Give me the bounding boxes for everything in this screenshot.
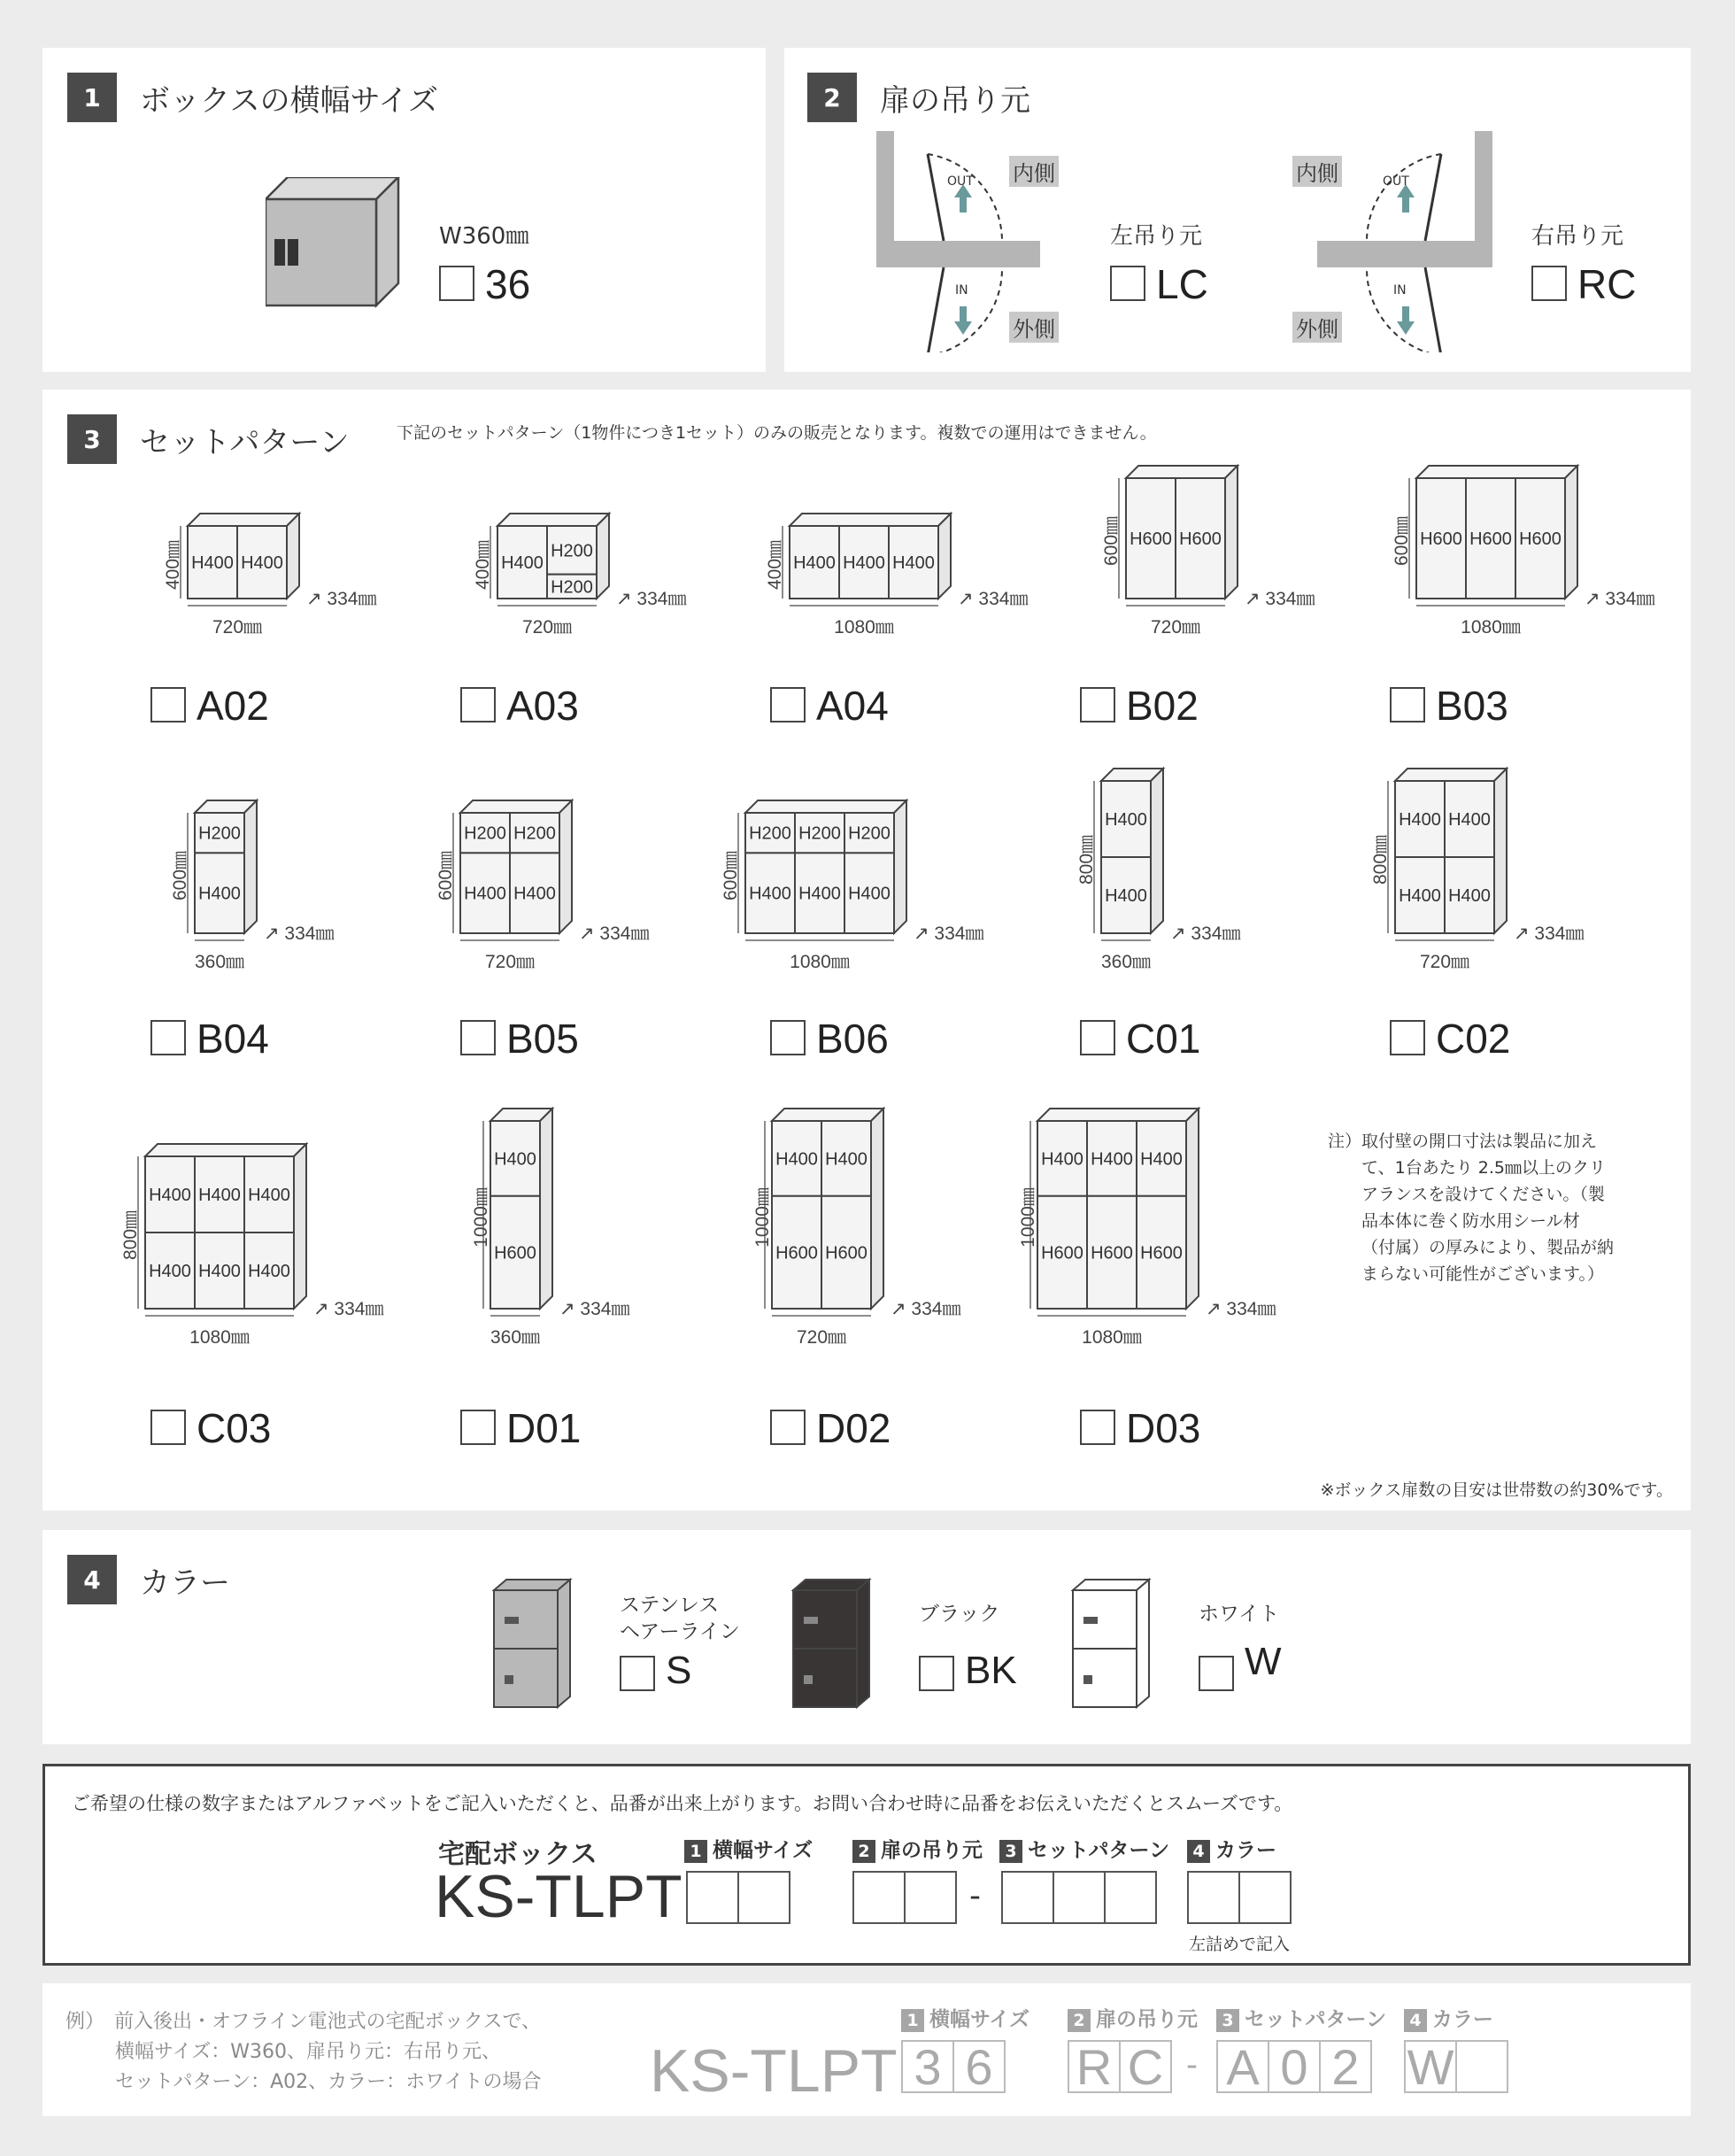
pattern-diagram-d02 xyxy=(763,1105,896,1314)
section-number: 2 xyxy=(807,73,857,122)
pattern-height-label: 400㎜ xyxy=(163,539,184,591)
hinge-input-2[interactable] xyxy=(904,1871,957,1924)
pattern-diagram-c02 xyxy=(1386,765,1519,939)
pattern-height-label: 400㎜ xyxy=(765,539,786,591)
pattern-diagram-a03 xyxy=(489,510,621,604)
pattern-code: B03 xyxy=(1436,683,1508,729)
note-line: （付属）の厚みにより、製品が納 xyxy=(1361,1238,1615,1257)
pattern-checkbox-a03[interactable] xyxy=(460,687,496,723)
pattern-height-label: 1000㎜ xyxy=(1017,1187,1038,1248)
width-input-1[interactable] xyxy=(686,1871,739,1924)
pattern-diagram-c01 xyxy=(1092,765,1176,939)
cell-label: H600 xyxy=(1469,529,1512,549)
cell-label: H400 xyxy=(793,553,836,573)
model-number: KS-TLPT xyxy=(435,1863,682,1930)
outside-tag: 外側 xyxy=(1009,312,1059,343)
order-header-pattern xyxy=(999,1834,1169,1863)
pattern-depth-label: ↗ 334㎜ xyxy=(313,1299,384,1319)
step-1-badge: 1 xyxy=(684,1840,707,1863)
right-hinge-diagram xyxy=(1317,131,1494,352)
cell-label: H400 xyxy=(825,1149,868,1170)
pattern-checkbox-d01[interactable] xyxy=(460,1410,496,1445)
pattern-width-label: 720㎜ xyxy=(521,617,573,638)
cell-label: H400 xyxy=(149,1186,191,1205)
cell-label: H600 xyxy=(775,1243,818,1263)
section-color-panel xyxy=(42,1530,1691,1744)
width-36-checkbox[interactable] xyxy=(439,266,474,301)
pattern-depth-label: ↗ 334㎜ xyxy=(1206,1299,1276,1319)
cell-label: H400 xyxy=(248,1186,290,1205)
pattern-depth-label: ↗ 334㎜ xyxy=(1585,589,1655,609)
section-title: カラー xyxy=(140,1565,230,1601)
cell-label: H400 xyxy=(843,553,885,573)
color-code: BK xyxy=(965,1649,1017,1692)
pattern-checkbox-c02[interactable] xyxy=(1390,1020,1425,1055)
pattern-code: C02 xyxy=(1436,1016,1511,1062)
in-label: IN xyxy=(955,283,968,298)
order-header-color-label: カラー xyxy=(1215,1839,1276,1862)
inside-tag: 内側 xyxy=(1292,156,1342,187)
cell-label: H600 xyxy=(494,1243,536,1263)
pattern-code: B04 xyxy=(197,1016,269,1062)
section-title: セットパターン xyxy=(140,425,350,460)
cell-label: H400 xyxy=(1448,810,1491,830)
pattern-code: C03 xyxy=(197,1405,272,1451)
pattern-code: A02 xyxy=(197,683,269,729)
pattern-code: C01 xyxy=(1126,1016,1201,1062)
color-code: W xyxy=(1245,1640,1282,1683)
order-header-width xyxy=(684,1834,813,1863)
example-dash: - xyxy=(1186,2047,1198,2083)
pattern-code: A04 xyxy=(816,683,889,729)
pattern-diagram-b04 xyxy=(186,797,269,939)
note-line: て、1台あたり 2.5㎜以上のクリ xyxy=(1361,1158,1606,1178)
pattern-height-label: 600㎜ xyxy=(1101,515,1122,567)
pattern-width-label: 720㎜ xyxy=(796,1327,847,1348)
hinge-lc-checkbox[interactable] xyxy=(1110,266,1145,301)
pattern-input-1[interactable] xyxy=(1001,1871,1054,1924)
order-header-hinge xyxy=(852,1834,983,1863)
pattern-width-label: 360㎜ xyxy=(1100,952,1152,972)
order-header-hinge-label: 扉の吊り元 xyxy=(881,1839,983,1862)
order-header-color xyxy=(1187,1834,1276,1863)
pattern-width-label: 1080㎜ xyxy=(1082,1327,1142,1348)
cell-label: H400 xyxy=(198,884,241,904)
cell-label: H400 xyxy=(1448,886,1491,906)
order-instruction: ご希望の仕様の数字またはアルファベットをご記入いただくと、品番が出来上がります。お問い合わせ時に品番をお伝えいただくとスムーズです。 xyxy=(72,1793,1293,1814)
cell-label: H400 xyxy=(775,1149,818,1170)
hinge-rc-code: RC xyxy=(1577,261,1637,307)
cell-label: H400 xyxy=(1105,886,1147,906)
color-swatch-icon xyxy=(1071,1578,1160,1711)
pattern-diagram-b06 xyxy=(736,797,919,939)
pattern-checkbox-d03[interactable] xyxy=(1080,1410,1115,1445)
cell-label: H400 xyxy=(198,1262,241,1281)
pattern-depth-label: ↗ 334㎜ xyxy=(559,1299,630,1319)
width-label: W360㎜ xyxy=(439,223,529,250)
pattern-checkbox-a02[interactable] xyxy=(150,687,186,723)
product-label: 宅配ボックス xyxy=(438,1839,598,1870)
example-header-pattern-label: セットパターン xyxy=(1245,2008,1387,2031)
pattern-depth-label: ↗ 334㎜ xyxy=(579,923,650,944)
pattern-width-label: 1080㎜ xyxy=(790,952,850,972)
example-line-3: セットパターン：A02、カラー：ホワイトの場合 xyxy=(115,2071,542,2093)
color-swatch-icon xyxy=(492,1578,581,1711)
pattern-height-label: 600㎜ xyxy=(170,850,191,901)
pattern-checkbox-d02[interactable] xyxy=(770,1410,806,1445)
pattern-checkbox-b02[interactable] xyxy=(1080,687,1115,723)
cell-label: H200 xyxy=(464,823,506,844)
pattern-depth-label: ↗ 334㎜ xyxy=(891,1299,961,1319)
color-checkbox-w[interactable] xyxy=(1199,1656,1234,1691)
cell-label: H600 xyxy=(825,1243,868,1263)
cell-label: H400 xyxy=(198,1186,241,1205)
step-2-badge: 2 xyxy=(1068,2009,1091,2032)
cell-label: H200 xyxy=(198,823,241,844)
pattern-diagram-b02 xyxy=(1117,462,1250,604)
pattern-depth-label: ↗ 334㎜ xyxy=(914,923,984,944)
section-pattern-panel xyxy=(42,390,1691,1511)
section-number: 4 xyxy=(67,1555,117,1604)
cell-label: H400 xyxy=(1399,810,1441,830)
example-header-width-label: 横幅サイズ xyxy=(929,2008,1030,2031)
note-line: 品本体に巻く防水用シール材 xyxy=(1361,1211,1580,1231)
color-name: ブラック xyxy=(919,1603,1000,1626)
cell-label: H400 xyxy=(1105,810,1147,830)
pattern-code: B06 xyxy=(816,1016,889,1062)
hinge-rc-checkbox[interactable] xyxy=(1531,266,1567,301)
left-align-note: 左詰めで記入 xyxy=(1189,1935,1291,1954)
section-width-panel xyxy=(42,48,766,372)
out-label: OUT xyxy=(1383,174,1409,189)
pattern-height-label: 600㎜ xyxy=(721,850,742,901)
pattern-width-label: 360㎜ xyxy=(490,1327,541,1348)
pattern-height-label: 800㎜ xyxy=(1076,834,1098,885)
pattern-width-label: 720㎜ xyxy=(1419,952,1470,972)
step-4-badge: 4 xyxy=(1187,1840,1210,1863)
cell-label: H400 xyxy=(513,884,556,904)
pattern-depth-label: ↗ 334㎜ xyxy=(1245,589,1315,609)
pattern-diagram-b03 xyxy=(1407,462,1590,604)
cell-label: H400 xyxy=(848,884,891,904)
pattern-depth-label: ↗ 334㎜ xyxy=(616,589,687,609)
left-hinge-label: 左吊り元 xyxy=(1110,223,1203,250)
pattern-width-label: 720㎜ xyxy=(484,952,536,972)
width-code: 36 xyxy=(485,261,531,307)
color-name: ホワイト xyxy=(1199,1603,1280,1626)
hinge-lc-code: LC xyxy=(1156,261,1208,307)
cell-label: H400 xyxy=(1041,1149,1083,1170)
example-header-pattern xyxy=(1216,2003,1386,2032)
example-color-box xyxy=(1455,2040,1508,2093)
cell-label: H600 xyxy=(1041,1243,1083,1263)
pattern-diagram-b05 xyxy=(451,797,584,939)
cell-label: H600 xyxy=(1519,529,1562,549)
color-name: ステンレス xyxy=(620,1594,720,1617)
cell-label: H600 xyxy=(1140,1243,1183,1263)
color-input-1[interactable] xyxy=(1187,1871,1240,1924)
pattern-code: D02 xyxy=(816,1405,891,1451)
example-color-box: W xyxy=(1404,2040,1457,2093)
pattern-notice: 下記のセットパターン（1物件につき1セット）のみの販売となります。複数での運用はできません。 xyxy=(397,423,1157,443)
cell-label: H600 xyxy=(1179,529,1222,549)
pattern-height-label: 1000㎜ xyxy=(752,1187,773,1248)
note-line: まらない可能性がございます。） xyxy=(1361,1264,1604,1284)
inside-tag: 内側 xyxy=(1009,156,1059,187)
pattern-diagram-c03 xyxy=(136,1140,319,1314)
pattern-depth-label: ↗ 334㎜ xyxy=(1514,923,1585,944)
order-form xyxy=(42,1764,1691,1966)
example-pattern-box: 2 xyxy=(1319,2040,1372,2093)
in-label: IN xyxy=(1393,283,1407,298)
pattern-height-label: 400㎜ xyxy=(473,539,494,591)
outside-tag: 外側 xyxy=(1292,312,1342,343)
cell-label: H400 xyxy=(1399,886,1441,906)
section-number: 1 xyxy=(67,73,117,122)
color-swatch-icon xyxy=(791,1578,880,1711)
pattern-code: B05 xyxy=(506,1016,579,1062)
hinge-input-1[interactable] xyxy=(852,1871,906,1924)
order-header-width-label: 横幅サイズ xyxy=(713,1839,814,1862)
example-pattern-box: A xyxy=(1216,2040,1269,2093)
cell-label: H400 xyxy=(1091,1149,1133,1170)
width-input-2[interactable] xyxy=(737,1871,790,1924)
cell-label: H600 xyxy=(1130,529,1172,549)
order-header-pattern-label: セットパターン xyxy=(1028,1839,1170,1862)
pattern-depth-label: ↗ 334㎜ xyxy=(1170,923,1241,944)
cell-label: H400 xyxy=(494,1149,536,1170)
pattern-width-label: 1080㎜ xyxy=(834,617,894,638)
example-header-hinge-label: 扉の吊り元 xyxy=(1096,2008,1198,2031)
cell-label: H400 xyxy=(464,884,506,904)
pattern-checkbox-b03[interactable] xyxy=(1390,687,1425,723)
pattern-depth-label: ↗ 334㎜ xyxy=(264,923,335,944)
example-width-box: 3 xyxy=(901,2040,954,2093)
color-code: S xyxy=(666,1649,692,1692)
pattern-code: D03 xyxy=(1126,1405,1201,1451)
cell-label: H200 xyxy=(551,541,593,561)
example-width-box: 6 xyxy=(952,2040,1006,2093)
pattern-height-label: 800㎜ xyxy=(1370,834,1392,885)
pattern-width-label: 1080㎜ xyxy=(1461,617,1521,638)
example-header-width xyxy=(901,2003,1029,2032)
step-3-badge: 3 xyxy=(999,1840,1022,1863)
cell-label: H400 xyxy=(1140,1149,1183,1170)
pattern-code: B02 xyxy=(1126,683,1199,729)
color-input-2[interactable] xyxy=(1238,1871,1292,1924)
out-label: OUT xyxy=(947,174,974,189)
pattern-code: A03 xyxy=(506,683,579,729)
box-illustration-icon xyxy=(266,177,407,319)
cell-label: H600 xyxy=(1420,529,1462,549)
pattern-diagram-d03 xyxy=(1029,1105,1211,1314)
pattern-code: D01 xyxy=(506,1405,582,1451)
pattern-checkbox-b04[interactable] xyxy=(150,1020,186,1055)
cell-label: H200 xyxy=(551,577,593,598)
pattern-width-label: 720㎜ xyxy=(1150,617,1201,638)
cell-label: H400 xyxy=(248,1262,290,1281)
cell-label: H200 xyxy=(749,823,791,844)
example-line-2: 横幅サイズ：W360、扉吊り元：右吊り元、 xyxy=(115,2041,501,2063)
pattern-checkbox-c01[interactable] xyxy=(1080,1020,1115,1055)
example-header-color xyxy=(1404,2003,1493,2032)
dash-separator: - xyxy=(969,1878,981,1914)
example-panel xyxy=(42,1983,1691,2116)
step-3-badge: 3 xyxy=(1216,2009,1239,2032)
pattern-width-label: 1080㎜ xyxy=(189,1327,250,1348)
example-hinge-box: C xyxy=(1119,2040,1172,2093)
cell-label: H600 xyxy=(1091,1243,1133,1263)
pattern-checkbox-a04[interactable] xyxy=(770,687,806,723)
section-hinge-panel xyxy=(784,48,1691,372)
section-title: 扉の吊り元 xyxy=(880,83,1030,119)
cell-label: H400 xyxy=(798,884,841,904)
section-number: 3 xyxy=(67,414,117,464)
pattern-input-2[interactable] xyxy=(1053,1871,1106,1924)
pattern-height-label: 600㎜ xyxy=(436,850,457,901)
example-pattern-box: 0 xyxy=(1268,2040,1321,2093)
color-name: ヘアーライン xyxy=(620,1620,740,1643)
cell-label: H400 xyxy=(241,553,283,573)
cell-label: H400 xyxy=(892,553,935,573)
pattern-checkbox-b06[interactable] xyxy=(770,1020,806,1055)
step-2-badge: 2 xyxy=(852,1840,875,1863)
note-line: アランスを設けてください。（製 xyxy=(1361,1185,1605,1204)
cell-label: H200 xyxy=(513,823,556,844)
pattern-diagram-a02 xyxy=(179,510,312,604)
pattern-diagram-a04 xyxy=(781,510,963,604)
pattern-depth-label: ↗ 334㎜ xyxy=(958,589,1029,609)
cell-label: H200 xyxy=(848,823,891,844)
step-1-badge: 1 xyxy=(901,2009,924,2032)
pattern-checkbox-c03[interactable] xyxy=(150,1410,186,1445)
door-count-footnote: ※ボックス扉数の目安は世帯数の約30%です。 xyxy=(1320,1480,1673,1500)
pattern-height-label: 1000㎜ xyxy=(470,1187,491,1248)
pattern-width-label: 360㎜ xyxy=(194,952,245,972)
pattern-height-label: 600㎜ xyxy=(1392,515,1413,567)
right-hinge-label: 右吊り元 xyxy=(1531,223,1624,250)
pattern-input-3[interactable] xyxy=(1104,1871,1157,1924)
cell-label: H400 xyxy=(149,1262,191,1281)
example-line-1: 例） 前入後出・オフライン電池式の宅配ボックスで、 xyxy=(66,2011,542,2033)
cell-label: H400 xyxy=(191,553,234,573)
color-checkbox-s[interactable] xyxy=(620,1656,655,1691)
cell-label: H400 xyxy=(749,884,791,904)
cell-label: H200 xyxy=(798,823,841,844)
pattern-diagram-d01 xyxy=(482,1105,565,1314)
pattern-depth-label: ↗ 334㎜ xyxy=(306,589,377,609)
cell-label: H400 xyxy=(501,553,544,573)
example-header-hinge xyxy=(1068,2003,1198,2032)
section-title: ボックスの横幅サイズ xyxy=(140,83,438,119)
example-header-color-label: カラー xyxy=(1432,2008,1493,2031)
step-4-badge: 4 xyxy=(1404,2009,1427,2032)
clearance-note xyxy=(1328,1128,1646,1287)
pattern-checkbox-b05[interactable] xyxy=(460,1020,496,1055)
note-line: 注）取付壁の開口寸法は製品に加え xyxy=(1328,1132,1598,1151)
example-model: KS-TLPT xyxy=(650,2037,898,2105)
pattern-width-label: 720㎜ xyxy=(212,617,263,638)
color-checkbox-bk[interactable] xyxy=(919,1656,954,1691)
example-hinge-box: R xyxy=(1068,2040,1121,2093)
pattern-height-label: 800㎜ xyxy=(120,1209,142,1261)
